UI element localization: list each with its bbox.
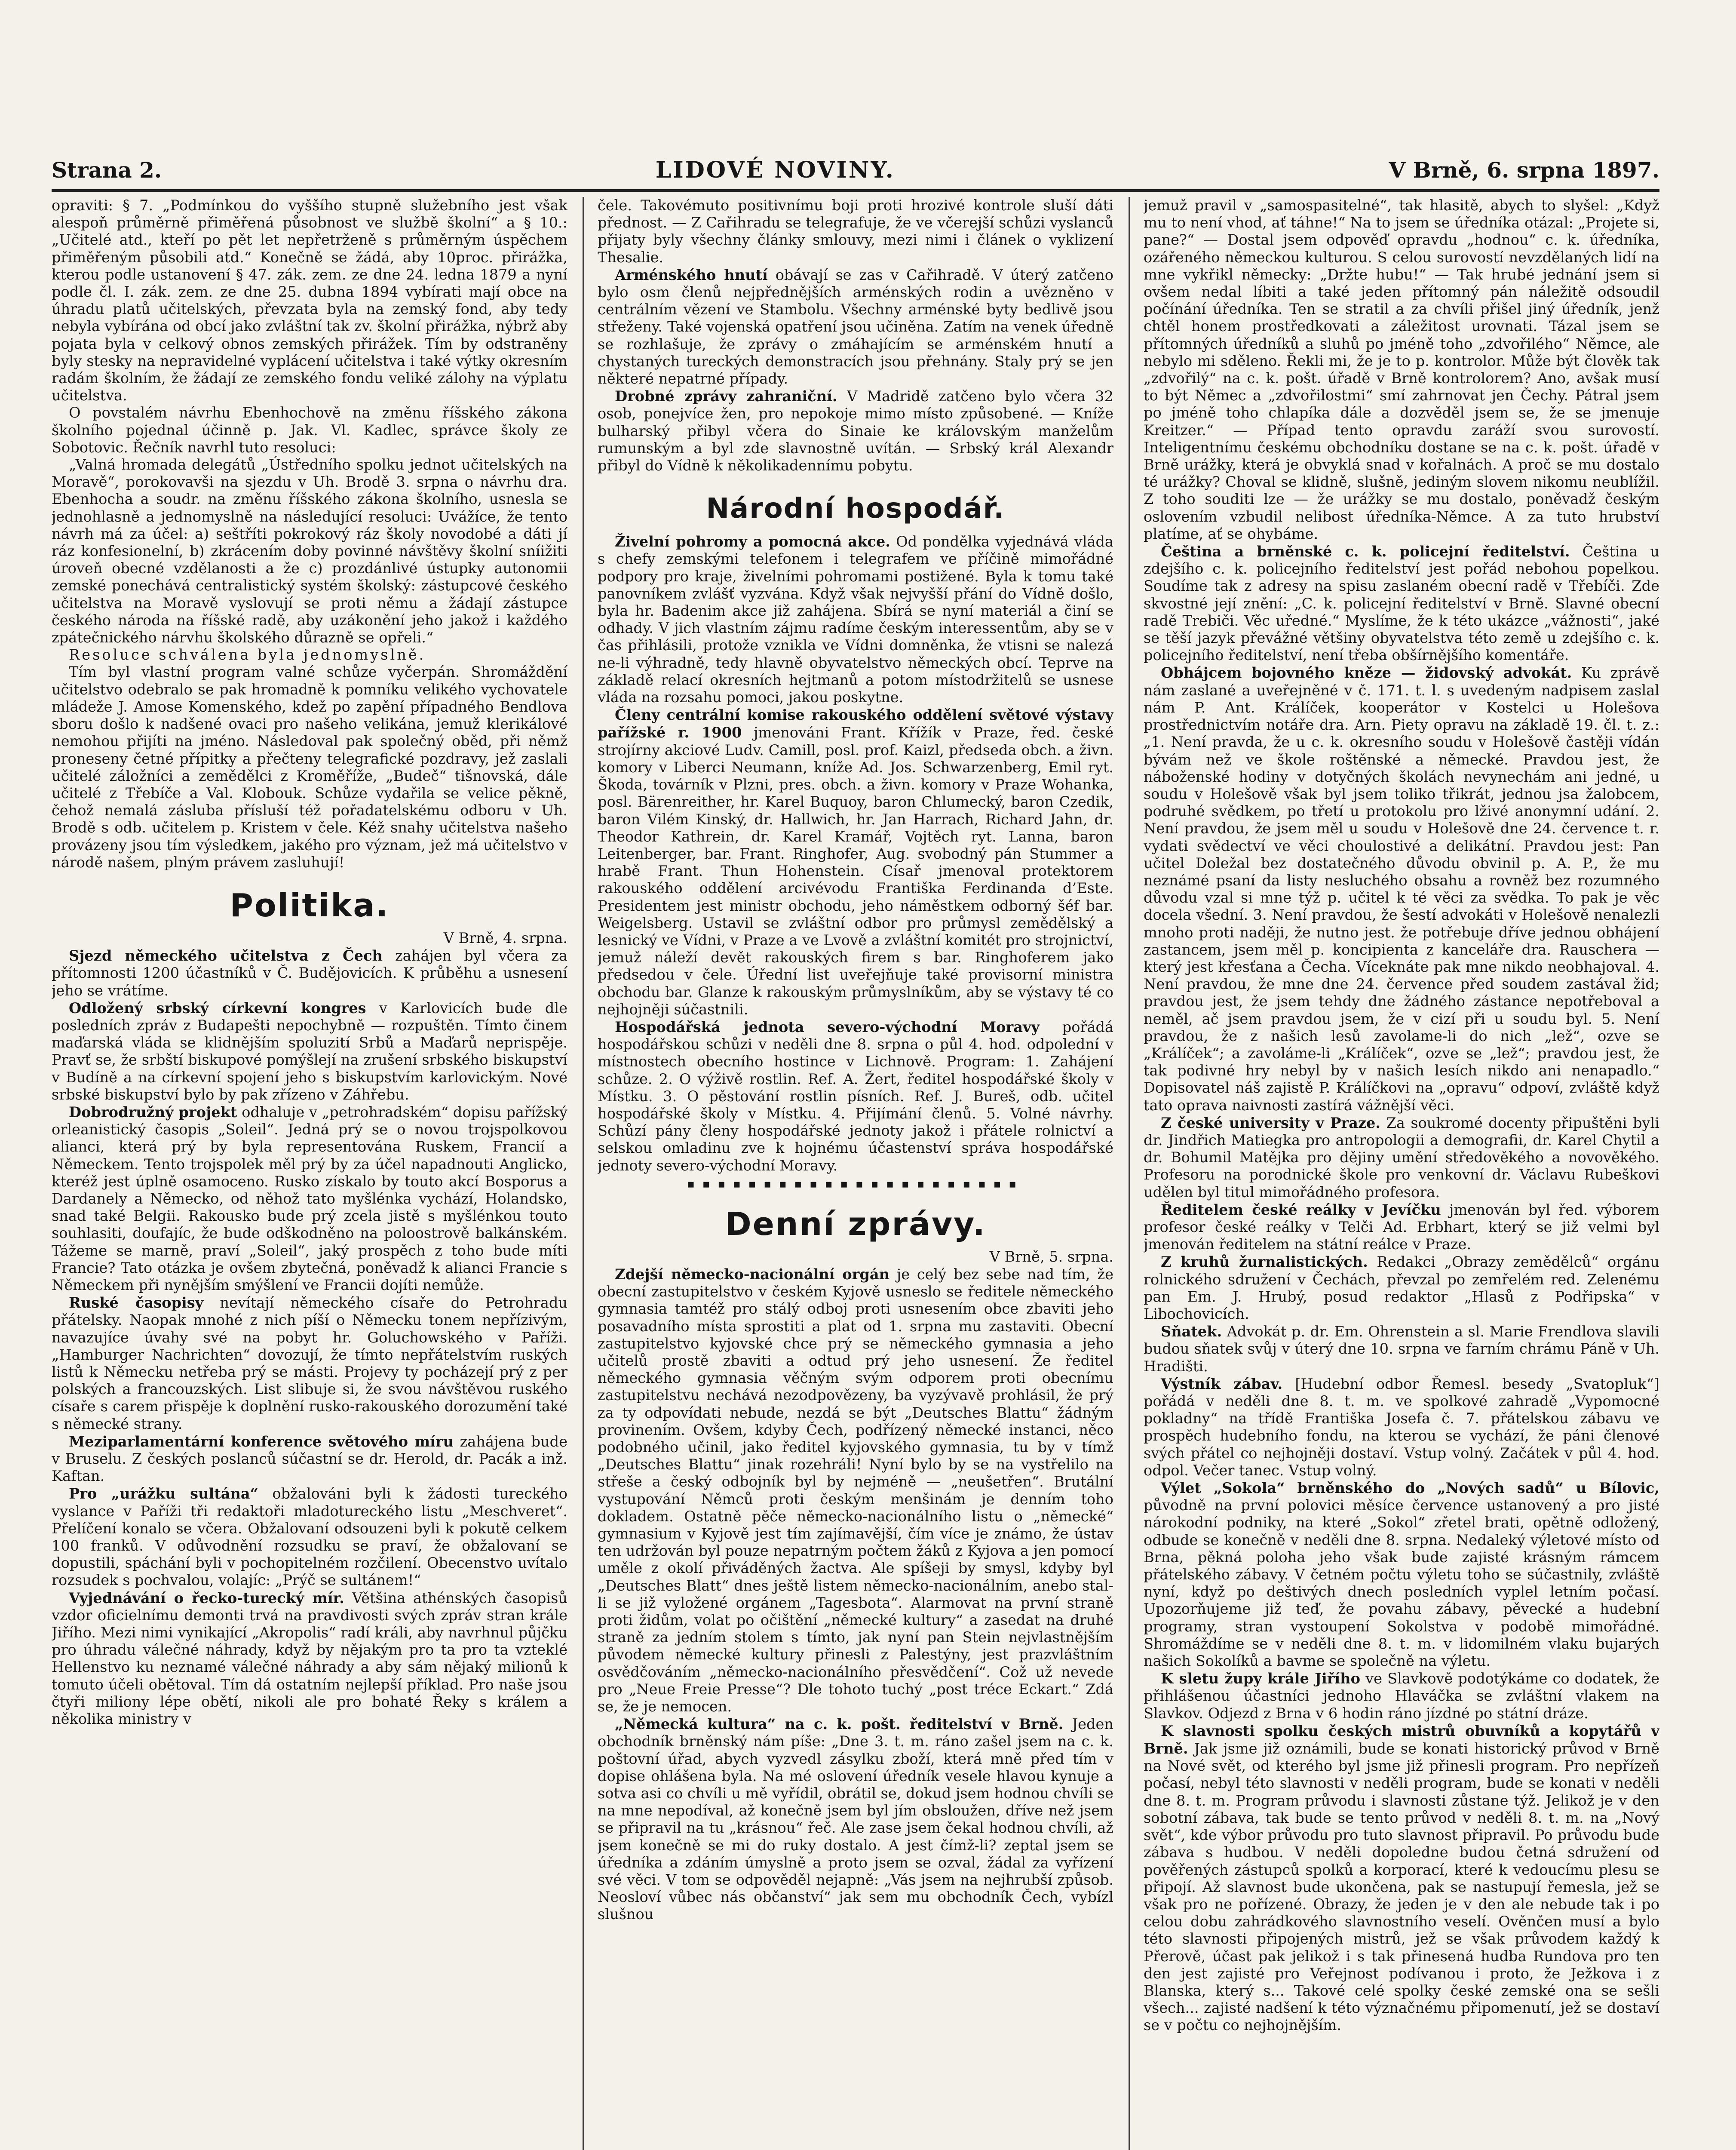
- news-headline: Obhájcem bojovného kněze — židovský advokát.: [1161, 664, 1572, 682]
- news-body: odhaluje v „petrohradském“ dopisu pařížský orleanistický časopis „Soleil“. Jedná prý se o novou trojspolkovou alianci, která prý by byla representována Ruskem, Francií a Německem. Tento trojspolek měl prý by za účel napadnouti Anglicko, kteréž jest úplně osamoceno. Rusko získalo by touto akcí Bosporus a Dardanely a Německo, od něhož tato myšlénka vychází, Holandsko, snad také Belgii. Rakousko bude prý zcela jistě s myšlénkou touto souhlasiti, doufajíc, že bude odškodněno na poloostrově balkánském. Tážeme se marně, praví „Soleil“, jaký prospěch z toho bude míti Francie? Tato otázka je ovšem zbytečná, poněvadž k alianci Francie s Německem při nynějším smýšlení ve Francii dojíti nemůže.: [52, 1103, 567, 1293]
- news-headline: Členy centrální komise rakouského oddělení světové výstavy pařížské r. 1900: [598, 706, 1113, 741]
- news-body: V Madridě zatčeno bylo včera 32 osob, ponejvíce žen, pro nepokoje mimo místo způsobené. — Kníže bulharský přibyl včera do Sinaie ke královským manželům rumunským a byl zde slavnostně uvítán. — Srbský král Alexandr přibyl do Vídně k několikadennímu pobytu.: [598, 388, 1113, 474]
- column-divider-1: [583, 197, 584, 2150]
- news-body: je celý bez sebe nad tím, že obecní zastupitelstvo v českém Kyjově usneslo se ředitele německého gymnasia tamtéž pro stálý odboj proti usnesením obce zbaviti jeho posavadního místa sprostiti a plat od 1. srpna mu zastaviti. Obecní zastupitelstvo kyjovské chce prý se německého gymnasia a jeho učitelů prostě zbaviti a odtud prý jeho usnesení. Že ředitel německého gymnasia věčným svým odporem proti obecnímu zastupitelstvu nechává nezodpovězeny, ba vyzývavě prohlásil, že prý za ty odpovídati nebude, nezdá se být „Deutsches Blattu“ žádným provinením. Ovšem, kdyby Čech, podřízený německé instanci, něco podobného učinil, jako ředitel kyjovského gymnasia, tu by v tímž „Deutsches Blattu“ jinak rozehráli! Nyní bylo by se na vystřelilo na střeše a český odbojník byl by nejméně — „neušetřen“. Brutální vystupování Němců proti českým menšinám je denním toho dokladem. Ostatně pěče německo-nacionálního listu o „německé“ gymnasium v Kyjově jest tím zajímavější, čím více je známo, že ústav ten udržován byl pouze nepatrným počtem žáků z Kyjova a jen pomocí uměle z okolí přiváděných žactva. Ale spíšeji by smysl, kdyby byl „Deutsches Blatt“ dnes ještě listem německo-nacionálním, anebo stal-li se již vyložené orgánem „Tagesbota“. Alarmovat na první straně proti židům, volat po očištění „německé kultury“ a zasedat na druhé straně za jedním stolem s tímto, jak nyní pan Stein nejvlastnějším původem německé kultury přinesli z Palestýny, jest prazvláštním osvědčováním „německo-nacionálního přesvědčení“. Což už nevede pro „Neue Freie Presse“? Dle tohoto tuchý „post tréce Eckart.“ Zdá se, že je nemocen.: [598, 1265, 1113, 1715]
- news-body: nevítají německého císaře do Petrohradu přátelsky. Naopak mnohé z nich píší o Německu tonem nepřízivým, navazujíce úvahy své na pobyt hr. Goluchowského v Paříži. „Hamburger Nachrichten“ dovozují, že tímto nepřátelstvím ruských listů k Německu netřeba prý se másti. Projevy ty pocházejí prý z per polských a francouzských. List slibuje si, že svou návštěvou ruského císaře s carem přispěje k doplnění rusko-rakouského dorozumění také s německé strany.: [52, 1294, 567, 1432]
- news-item: [1144, 1375, 1659, 1479]
- place-date: V Brně, 6. srpna 1897.: [1389, 157, 1659, 183]
- news-headline: Sňatek.: [1161, 1323, 1222, 1340]
- article-text: O povstalém návrhu Ebenhochově na změnu říšského zákona školního pojednal účinně p. Jak. Vl. Kadlec, správce školy ze Sobotovic. Řečník navrhl tuto resoluci:: [52, 404, 567, 456]
- news-headline: Arménského hnutí: [615, 266, 768, 283]
- news-headline: Drobné zprávy zahraniční.: [615, 387, 837, 405]
- news-headline: Odložený srbský církevní kongres: [69, 999, 366, 1017]
- news-body: obžalováni byli k žádosti tureckého vyslance v Paříži tři redaktoři mladotureckého listu „Meschveret“. Přelíčení konalo se včera. Obžalovaní odsouzeni byli k pokutě celkem 100 franků. V odůvodnění rozsudku se praví, že obžalovaní se dopustili, spáchání byli v pochopitelném rozčilení. Obecenstvo uvítalo rozsudek s pochvalou, volajíc: „Prýč se sultánem!“: [52, 1485, 567, 1589]
- news-body: Čeština u zdejšího c. k. policejního ředitelství jest pořád nebohou popelkou. Soudíme tak z adresy na spisu zaslaném obecní radě v Třebíči. Zde skvostné její znění: „C. k. policejní ředitelství v Brně. Slavné obecní radě Trebiči. Věc uředné.“ Myslíme, že k této ukázce „vážnosti“, jaké se těší jazyk převážné většiny obyvatelstva této země u zdejšího c. k. policejního ředitelství, není třeba obšírnějšího komentáře.: [1144, 543, 1659, 664]
- news-body: původně na první polovici měsíce července ustanovený a pro jisté nárokodní podniky, na které „Sokol“ zřetel brati, opětně odložený, odbude se konečně v neděli dne 8. srpna. Nedaleký výletové místo od Brna, pěkná poloha jeho však bude zajisté krásným rámcem přátelského zábavy. V četném počtu výletu toho se súčastnily, zvláště nyní, když po deštivých dnech posledních vyplel letním počasí. Upozorňujeme již teď, že povahu zábavy, pěvecké a hudební programy, stran vystoupení Sokolstva v podobě mimořádné. Shromáždíme se v neděli dne 8. t. m. v lidomilném vlaku bujarých našich Sokolíků a bavme se společně na výletu.: [1144, 1497, 1659, 1670]
- news-headline: Sjezd německého učitelstva z Čech: [69, 947, 383, 964]
- news-item: [52, 1294, 567, 1433]
- dateline: V Brně, 5. srpna.: [989, 1248, 1113, 1265]
- news-item: [1144, 1722, 1659, 2034]
- news-headline: K slavnosti spolku českých mistrů obuvníků a kopytářů v Brně.: [1144, 1722, 1659, 1757]
- news-headline: Ruské časopisy: [69, 1294, 204, 1312]
- news-item: [1144, 1253, 1659, 1323]
- news-item: [52, 1433, 567, 1485]
- news-item: [1144, 1670, 1659, 1722]
- article-text: čele. Takovémuto positivnímu boji proti hrozivé kontrole sluší dáti přednost. — Z Cařihradu se telegrafuje, že ve včerejší schůzi vyslanců přijaty byly všechny články smlouvy, mezi nimi i článek o vyklizení Thesalie.: [598, 197, 1113, 266]
- column-1: [52, 197, 567, 2150]
- section-title-politika: Politika.: [230, 887, 390, 924]
- page-number: Strana 2.: [52, 157, 162, 183]
- news-item: [52, 1103, 567, 1294]
- news-item: [52, 1485, 567, 1589]
- news-item: [1144, 1201, 1659, 1253]
- news-headline: Dobrodružný projekt: [69, 1103, 237, 1121]
- dateline: V Brně, 4. srpna.: [443, 929, 567, 946]
- news-body: pořádá hospodářskou schůzi v neděli dne 8. srpna o půl 4. hod. odpolední v místnostech obecního hostince v Lichnově. Program: 1. Zahájení schůze. 2. O výživě rostlin. Ref. A. Žert, ředitel hospodářské školy v Místku. 3. O pěstování rostlin písních. Ref. J. Bureš, odb. učitel hospodářské školy v Místku. 4. Přijímání členů. 5. Volné návrhy. Schůzí pány členy hospodářské jednoty jakož i přátele rolnictví a selskou omladinu zve k hojnému účastenství správa hospodářské jednoty severo-východní Moravy.: [598, 1018, 1113, 1174]
- column-3: [1144, 197, 1659, 2150]
- article-text: jemuž pravil v „samospasitelné“, tak hlasitě, abych to slyšel: „Když mu to není vhod, ať táhne!“ Na to jsem se úředníka otázal: „Projete si, pane?“ — Dostal jsem odpověď opravdu „hodnou“ c. k. úředníka, ozářeného německou kulturou. S celou surovostí nevzdělaných lidí na mne vykřikl německy: „Držte hubu!“ — Tak hrubé jednání jsem si ovšem nedal líbiti a také jeden přítomný pán náležitě odsoudil počínání úředníka. Ten se stratil a za chvíli přišel jiný úředník, jenž chtěl honem prostředkovati a záležitost urovnati. Tázal jsem se přítomných úředníků a sluhů po jméně toho „zdvořilého“ Němce, ale nebylo mi sděleno. Řekli mi, že je to p. kontrolor. Může být člověk tak „zdvořilý“ na c. k. pošt. úřadě v Brně kontrolorem? Ano, avšak musí to být Němec a „zdvořilostmi“ smí zahrnovat jen Čechy. Pátral jsem po jméně toho chlapíka dále a dozvěděl jsem se, že se jmenuje Kreitzer.“ — Případ tento opravdu zaráží svou surovostí. Inteligentnímu českému obchodníku dostane se na c. k. pošt. úřadě v Brně urážky, která je obvyklá snad v kořalnách. A proč se mu dostalo té urážky? Choval se klidně, slušně, jediným slovem nikomu neublížil. Z toho souditi lze — že urážky se mu dostalo, poněvadž českým oslovením vzbudil nelibost úředníka-Němce. A za tuto hrubství platíme, ať se ohybáme.: [1144, 197, 1659, 542]
- news-item: [598, 387, 1113, 474]
- news-item: [1144, 664, 1659, 1114]
- news-headline: Meziparlamentární konference světového míru: [69, 1432, 454, 1450]
- news-headline: Živelní pohromy a pomocná akce.: [615, 533, 890, 550]
- news-headline: Ředitelem české reálky v Jevíčku: [1161, 1201, 1441, 1218]
- news-body: zahájen byl včera za přítomnosti 1200 účastníků v Č. Budějovicích. K průběhu a usnesení jeho se vrátíme.: [52, 947, 567, 999]
- news-body: Jak jsme již oznámili, bude se konati historický průvod v Brně na Nové svět, od kterého byl jsme již přinesli program. Pro nepřízeň počasí, nebyl této slavnosti v neděli program, bude se konati v neděli dne 8. t. m. Program průvodu i slavnosti zůstane týž. Jelikož je v den sobotní zábava, tak bude se tento průvod v neděli 8. t. m. na „Nový svět“, kde výbor průvodu pro tuto slavnost připravil. Po průvodu bude zábava s hudbou. V neděli dopoledne budou četná sdružení od pověřených zástupců spolků a korporací, které k vedoucímu plesu se připojí. Až slavnost bude ukončena, pak se nastupují řemesla, jež se však pro ne pořízené. Obrazy, že jeden je v den ale nebude tak i po celou dobu zahrádkového slavnostního veselí. Ověnčen musí a bylo této slavnosti připojených mistrů, jež se však průvodem každý k Přerově, účast pak jelikož i s tak přinesená hudba Rundova pro ten den jest zajisté pro Veřejnost podívanou i proto, že Ježkova i z Blanska, který s... Takové celé spolky české zemské ona se sešli všech... zajisté nadšení k této význačnému připomenutí, jež se dostaví se v počtu co nejhojnějším.: [1144, 1740, 1659, 2034]
- section-title-denni-zpravy: Denní zprávy.: [725, 1205, 986, 1243]
- news-item: [52, 947, 567, 999]
- column-divider-2: [1129, 197, 1130, 2150]
- news-body: Od pondělka vyjednává vláda s chefy zemskými telefonem i telegrafem ve příčině mimořádné podpory pro kraje, živelními pohromami postižené. Byla k tomu také panovníkem zvlášť vyzvána. Když však nejvyšší přání do Vídně došlo, byla hr. Badenim akce již zahájena. Sbírá se nyní materiál a činí se odhady. V jich vlastním zájmu radíme českým interessentům, aby se v čas přihlásili, protože vznikla ve Vídni domněnka, že vtisni se nalezá ne-li výhradně, tedy hlavně obyvatelstvo německých obcí. Teprve na základě relací okresních hejtmanů a potom místodržitelů se usnese vláda na rozsahu pomoci, jakou poskytne.: [598, 533, 1113, 706]
- news-item: [598, 533, 1113, 706]
- news-body: zahájena bude v Bruselu. Z českých poslanců súčastní se dr. Herold, dr. Pacák a inž. Kaftan.: [52, 1433, 567, 1485]
- news-body: ve Slavkově podotýkáme co dodatek, že přihlášenou účastníci jednoho Hlaváčka se zvláštní vlakem na Slavkov. Odjezd z Brna v 6 hodin ráno jízdné po státní dráze.: [1144, 1670, 1659, 1722]
- news-headline: „Německá kultura“ na c. k. pošt. ředitelství v Brně.: [615, 1715, 1064, 1733]
- news-item: [1144, 1323, 1659, 1375]
- section-title-narodni-hospodar: Národní hospodář.: [706, 493, 1005, 525]
- news-headline: K sletu župy krále Jiřího: [1161, 1670, 1360, 1687]
- resolution-text: „Valná hromada delegátů „Ústředního spolku jednot učitelských na Moravě“, porokovavši na sjezdu v Uh. Brodě 3. srpna o návrhu dra. Ebenhocha a soudr. na změnu říšského zákona školního, usnesla se jednohlasně a jednomyslně na následující resoluci: Uvážíce, že tento návrh má za účel: a) seštříti pokrokový ráz školy novodobé a dáti jí ráz konfesionelní, b) zkrácením doby povinné návštěvy školní sníižiti úroveň obecné vzdělanosti a že c) prozdánlivé ústupky autonomii zemské ponechává centralistický systém školský: zástupcové českého učitelstva na Moravě vyslovují se proti němu a žádají zástupce českého národa na říšské radě, aby uzákonění jeho jakož i každého zpátečnického nárvhu školského důrazně se opřeli.“: [52, 456, 567, 646]
- article-text: Resoluce schválena byla jednomyslně.: [69, 646, 426, 663]
- news-headline: Výlet „Sokola“ brněnského do „Nových sadů“ u Bílovic,: [1161, 1479, 1659, 1497]
- news-headline: Z kruhů žurnalistických.: [1161, 1253, 1368, 1271]
- news-body: [Hudební odbor Řemesl. besedy „Svatopluk“] pořádá v neděli dne 8. t. m. ve spolkové zahradě „Vypomocné pokladny“ na třídě Františka Josefa č. 7. přátelskou zábavu ve prospěch hudebního fondu, na kterou se vychází, že páni členové svých přátel co nejhojněji dostaví. Vstup volný. Začátek v půl 4. hod. odpol. Večer tanec. Vstup volný.: [1144, 1375, 1659, 1479]
- column-2: [598, 197, 1113, 2150]
- news-body: Ku zprávě nám zaslané a uveřejněné v č. 171. t. l. s uvedeným nadpisem zaslal nám P. Ant. Králíček, kooperátor v Kostelci u Holešova prostřednictvím notáře dra. Arn. Piety opravu na základě 19. čl. t. z.: „1. Není pravda, že u c. k. okresního soudu v Holešově častěji vídán bývám než ve škole roštěnské a německé. Pravdou jest, že náboženské hodiny v dotyčných školách nevynechám ani jedné, u soudu v Holešově však byl jsem toliko třikrát, jednou jsa žalobcem, podruhé svědkem, po třetí u protokolu pro lživé anonymní udání. 2. Není pravdou, že jsem měl u soudu v Holešově dne 24. července t. r. vydati svědectví ve věci choulostivé a delikátní. Pravdou jest: Pan učitel Doležal bez dostatečného důvodu obvinil p. A. P., že mu neznámé psaní da listy nesluchého obsahu a rovněž bez rozumného důvodu vzal si mne týž p. učitel k té věci za svědka. To pak je věc docela všední. 3. Není pravdou, že šestí advokáti v Holešově nenalezli mnoho proti naději, že nutno jest. že potřebuje dříve jednou obhájení zastancem, jsem měl p. koncipienta z kanceláře dra. Rauschera — který jest křesťana a Čecha. Víceknáte pak mne nikdo neobhajoval. 4. Není pravdou, že mne dne 24. července před soudem zastával žid; pravdou jest, že jsem tehdy dne žádného zástance nepotřeboval a neměl, ač jsem pravdou jsem, že v cizí při u soudu byl. 5. Není pravdou, že z našich lesů zavolame-li do nich „lež“, ozve se „Králíček“; a zavoláme-li „Králíček“, ozve se „lež“; pravdou jest, že tak podivné hry nebyl by v našich lesích nikdo ani nenapadlo.“ Dopisovatel náš zajistě P. Králíčkovi na „opravu“ odpoví, zvláště když tato oprava naivnosti zastírá vážnější věci.: [1144, 664, 1659, 1114]
- news-body: Většina athénských časopisů vzdor oficielnímu demonti trvá na pravdivosti svých zpráv stran krále Jiřího. Mezi nimi vynikající „Akropolis“ radí králi, aby navrhnul půjčku pro úhradu válečné náhrady, když by nějakým pro ta pro ta vzteklé Hellenstvo ku neznamé válečné náhrady a aby sám nějaký milionů k tomuto účeli obětoval. Tím dá ostatním nejlepší příklad. Pro naše jsou čtyři miliony lépe obětí, nikoli ale pro bohaté Řeky s králem a několika ministry v: [52, 1589, 567, 1728]
- news-headline: Pro „urážku sultána“: [69, 1485, 258, 1502]
- news-headline: Vyjednávání o řecko-turecký mír.: [69, 1589, 344, 1606]
- news-item: [598, 1265, 1113, 1715]
- news-item: [598, 1715, 1113, 1923]
- news-body: jmenován byl řed. výborem profesor české reálky v Telči Ad. Erbhart, který se již velmi byl jmenován ředitelem na státní reálce v Praze.: [1144, 1201, 1659, 1253]
- article-text: Tím byl vlastní program valné schůze vyčerpán. Shromáždění učitelstvo odebralo se pak hromadně k pomníku velikého vychovatele mládeže J. Amose Komenského, kdež po zapění případného Bendlova sboru došlo k nadšené ovaci pro našeho velikána, jemuž klerikálové nemohou přijíti na jméno. Následoval pak společný oběd, při němž proneseny četné přípitky a přečteny telegrafické pozdravy, jež zaslali učitelé záložníci a zemědělci z Kroměříže, „Budeč“ tišnovská, dále učitelé z Třebíče a Val. Klobouk. Schůze vydařila se velice pěkně, čehož nemalá zásluba přísluší též pořadatelskému odboru v Uh. Brodě s odb. učitelem p. Kristem v čele. Kéž snahy učitelstva našeho provázeny jsou tím výsledkem, jakého pro význam, jež má učitelstvo v národě našem, plným právem zasluhují!: [52, 663, 567, 871]
- news-headline: Z české university v Praze.: [1161, 1114, 1381, 1131]
- news-item: [598, 1018, 1113, 1174]
- news-headline: Čeština a brněnské c. k. policejní ředitelství.: [1161, 543, 1570, 560]
- news-item: [1144, 543, 1659, 664]
- news-item: [52, 999, 567, 1103]
- news-body: obávají se zas v Cařihradě. V úterý zatčeno bylo osm členů nejpřednějších arménských rodin a uvězněno v centrálním vězení ve Stambolu. Všechny arménské byty bedlivě jsou střeženy. Také vojenská opatření jsou učiněna. Zatím na venek úředně se rozhlašuje, že zprávy o zmáhajícím se arménském hnutí a chystaných tureckých demonstracích jsou přehnány. Staly prý se jen některé nepatrné případy.: [598, 266, 1113, 387]
- news-item: [598, 706, 1113, 1018]
- news-item: [1144, 1479, 1659, 1670]
- news-body: jmenováni Frant. Křížík v Praze, řed. české strojírny akciové Ludv. Camill, posl. prof. Kaizl, předseda obch. a živn. komory v Liberci Neumann, kníže Ad. Jos. Schwarzenberg, Emil ryt. Škoda, továrník v Plzni, pres. obch. a živn. komory v Praze Wohanka, posl. Bärenreither, hr. Karel Buquoy, baron Chlumecký, baron Czedik, baron Vilém Kinský, dr. Hallwich, hr. Jan Harrach, Richard Jahn, dr. Theodor Kathrein, dr. Karel Kramář, Vojtěch ryt. Lanna, baron Leitenberger, bar. Frant. Ringhofer, Aug. svobodný pán Stummer a hrabě Frant. Thun Hohenstein. Císař jmenoval protektorem rakouského oddělení arcivévodu Františka Ferdinanda d’Este. Presidentem jest ministr obchodu, jeho náměstkem odborný šéf bar. Weigelsberg. Ustavil se zvláštní odbor pro průmysl zemědělský a lesnický ve Vídni, v Praze a ve Lvově a zvláštní komitét pro strojnictví, jemuž náleží devět rakouských firem s bar. Ringhoferem jako předsedou v čele. Úřední list uveřejňuje také provisorní ministra obchodu bar. Glanze k rakouským průmyslníkům, aby se výstavy té co nejhojněji súčastnili.: [598, 724, 1113, 1018]
- masthead-title: LIDOVÉ NOVINY.: [655, 157, 895, 183]
- news-headline: Hospodářská jednota severo-východní Moravy: [615, 1018, 1040, 1035]
- news-body: Jeden obchodník brněnský nám píše: „Dne 3. t. m. ráno zašel jsem na c. k. poštovní úřad, abych vyzvedl zásylku zboží, která mně před tím v dopise ohlášena byla. Na mé oslovení úředník vesele hlavou kynuje a sotva asi co chvíli u mě vyřídil, obrátil se, dokud jsem hodnou chvíli se na mne nepodíval, až konečně jsem byl jím obsloužen, dříve než jsem se připravil na tu „krásnou“ řeč. Ale zase jsem čekal hodnou chvíli, až jsem konečně se mi do ruky dostalo. A jest čímž-li? zeptal jsem se úředníka a zdáním úmyslně a proto jsem se ozval, žádal za vyřízení své věci. V tom se odpověděl nejapně: „Vás jsem na nejhrubší způsob. Neosloví vůbec nás občanství“ jak sem mu obchodník Čech, vybízl slušnou: [598, 1716, 1113, 1923]
- news-body: Redakci „Obrazy zemědělců“ orgánu rolnického sdružení v Čechách, převzal po zemřelém red. Zelenému pan Em. J. Hrubý, posud redaktor „Hlasů z Podřipska“ v Libochovicích.: [1144, 1253, 1659, 1322]
- news-body: Za soukromé docenty připuštěni byli dr. Jindřich Matiegka pro antropologii a demografii, dr. Karel Chytil a dr. Bohumil Matějka pro dějiny umění středověkého a novověkého. Profesoru na porodnické škole pro venkovní dr. Václavu Rubeškovi udělen byl titul mimořádného profesora.: [1144, 1114, 1659, 1201]
- news-item: [1144, 1114, 1659, 1201]
- page-header: [52, 155, 1659, 185]
- news-headline: Výstník zábav.: [1161, 1375, 1283, 1392]
- header-rule: [52, 189, 1659, 192]
- news-item: [52, 1589, 567, 1728]
- news-item: [598, 266, 1113, 387]
- news-body: Advokát p. dr. Em. Ohrenstein a sl. Marie Frendlova slavili budou sňatek svůj v úterý dne 10. srpna ve farním chrámu Páně v Uh. Hradišti.: [1144, 1323, 1659, 1375]
- ornament-divider: ▪▪▪▪▪▪▪▪▪▪▪▪▪▪▪▪▪▪▪▪▪▪: [687, 1177, 1024, 1191]
- article-text: opraviti: § 7. „Podmínkou do vyššího stupně služebního jest však alespoň průměrně přiměřená působnost ve službě školní“ a § 10.: „Učitelé atd., kteří po pět let nepřetrženě s průměrným úspěchem přiměřeným působili atd.“ Konečně se žádá, aby 10proc. přirážka, kterou podle ustanovení § 47. zák. zem. ze dne 24. ledna 1879 a nyní podle čl. I. zák. zem. ze dne 25. dubna 1894 vybírati mají obce na úhradu platů učitelských, převzata byla na zemský fond, aby tedy nebyla vybírána od obcí jako zvláštní tak zv. školní přirážka, nýbrž aby pojata byla v celkový obnos zemských přirážek. Tím by odstraněny byly stesky na nepravidelné vyplácení učitelstva i také výtky okresním radám školním, že žádají ze zemského fondu veliké zálohy na výplatu učitelstva.: [52, 197, 567, 404]
- news-body: v Karlovicích bude dle posledních zpráv z Budapešti nepochybně — rozpuštěn. Tímto činem maďarská vláda se klidnějším spoluzití Srbů a Maďarů neprispěje. Pravť se, že srbští biskupové pomýšlejí na zrušení srbského biskupství v Budíně a na církevní spojení jeho s biskupstvím karlovickým. Nové srbské biskupství bylo by pak zřízeno v Záhřebu.: [52, 999, 567, 1103]
- news-headline: Zdejší německo-nacionální orgán: [615, 1265, 890, 1283]
